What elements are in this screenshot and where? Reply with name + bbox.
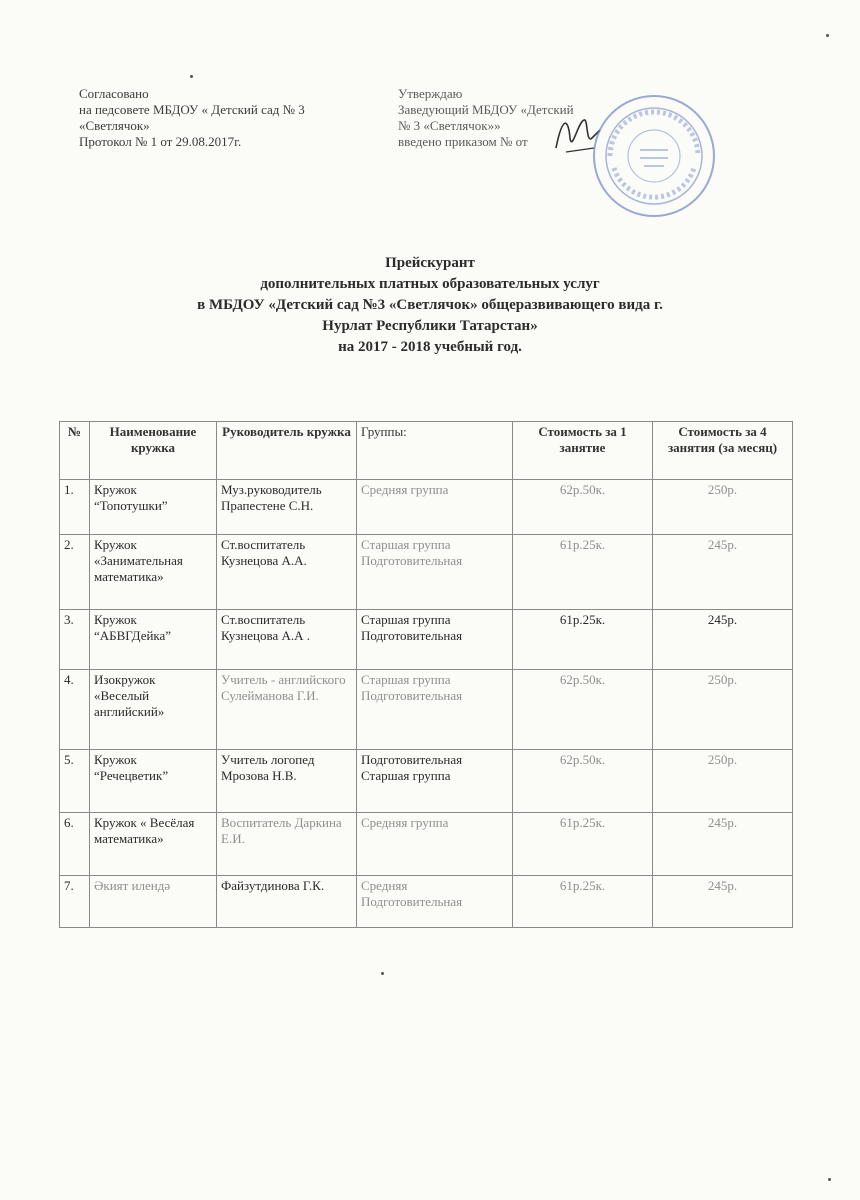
row-no: 3. — [60, 610, 90, 670]
row-groups: Старшая группа Подготовительная — [357, 670, 513, 750]
row-price-one: 61р.25к. — [513, 610, 653, 670]
row-no: 7. — [60, 876, 90, 928]
header-name: Наименование кружка — [90, 422, 217, 480]
table-row — [60, 876, 793, 928]
header-price-one: Стоимость за 1 занятие — [513, 422, 653, 480]
approval-left-line2: на педсовете МБДОУ « Детский сад № 3 — [79, 102, 305, 117]
row-name: Кружок « Весёлая математика» — [90, 813, 217, 876]
row-head: Муз.руководитель Прапестене С.Н. — [217, 480, 357, 535]
stamp-seal-icon — [590, 92, 718, 220]
table-row — [60, 535, 793, 610]
title-line1: Прейскурант — [385, 255, 475, 271]
scan-speck — [381, 972, 384, 975]
document-title — [100, 253, 760, 358]
row-head: Учитель логопед Мрозова Н.В. — [217, 750, 357, 813]
row-head: Ст.воспитатель Кузнецова А.А. — [217, 535, 357, 610]
row-price-four: 245р. — [653, 876, 793, 928]
row-name: Изокружок «Веселый английский» — [90, 670, 217, 750]
row-no: 5. — [60, 750, 90, 813]
row-head: Воспитатель Даркина Е.И. — [217, 813, 357, 876]
title-line2: дополнительных платных образовательных услуг — [260, 276, 600, 292]
row-groups: Подготовительная Старшая группа — [357, 750, 513, 813]
row-price-one: 62р.50к. — [513, 670, 653, 750]
row-groups: Старшая группа Подготовительная — [357, 535, 513, 610]
row-name: Кружок “АБВГДейка” — [90, 610, 217, 670]
row-name: Кружок “Речецветик” — [90, 750, 217, 813]
approval-left-line4: Протокол № 1 от 29.08.2017г. — [79, 134, 242, 149]
header-price-four: Стоимость за 4 занятия (за месяц) — [653, 422, 793, 480]
row-price-one: 62р.50к. — [513, 480, 653, 535]
approval-right-line2: Заведующий МБДОУ «Детский — [398, 102, 574, 117]
row-head: Учитель - английского Сулейманова Г.И. — [217, 670, 357, 750]
row-price-four: 250р. — [653, 750, 793, 813]
approval-left-line3: «Светлячок» — [79, 118, 150, 133]
header-groups: Группы: — [357, 422, 513, 480]
row-no: 4. — [60, 670, 90, 750]
scan-speck — [826, 34, 829, 37]
row-price-four: 245р. — [653, 610, 793, 670]
approval-right-line3: № 3 «Светлячок»» — [398, 118, 501, 133]
table-header-row — [60, 422, 793, 480]
row-price-one: 61р.25к. — [513, 535, 653, 610]
row-price-four: 245р. — [653, 535, 793, 610]
table-row — [60, 480, 793, 535]
row-groups: Средняя Подготовительная — [357, 876, 513, 928]
row-groups: Старшая группа Подготовительная — [357, 610, 513, 670]
row-name: Әкият илендә — [90, 876, 217, 928]
row-no: 6. — [60, 813, 90, 876]
row-price-four: 250р. — [653, 670, 793, 750]
row-name: Кружок «Занимательная математика» — [90, 535, 217, 610]
table-row — [60, 610, 793, 670]
row-price-one: 61р.25к. — [513, 876, 653, 928]
title-line4: Нурлат Республики Татарстан» — [322, 318, 538, 334]
title-line5: на 2017 - 2018 учебный год. — [338, 339, 522, 355]
row-price-four: 250р. — [653, 480, 793, 535]
table-row — [60, 750, 793, 813]
header-head: Руководитель кружка — [217, 422, 357, 480]
table-row — [60, 813, 793, 876]
price-table — [59, 421, 793, 928]
row-groups: Средняя группа — [357, 813, 513, 876]
row-price-one: 61р.25к. — [513, 813, 653, 876]
row-no: 2. — [60, 535, 90, 610]
approval-right-line4: введено приказом № от — [398, 134, 528, 149]
row-no: 1. — [60, 480, 90, 535]
row-head: Ст.воспитатель Кузнецова А.А . — [217, 610, 357, 670]
row-price-four: 245р. — [653, 813, 793, 876]
table-row — [60, 670, 793, 750]
scan-speck — [828, 1178, 831, 1181]
row-head: Файзутдинова Г.К. — [217, 876, 357, 928]
row-price-one: 62р.50к. — [513, 750, 653, 813]
approval-left-line1: Согласовано — [79, 86, 149, 101]
approval-right-line1: Утверждаю — [398, 86, 463, 101]
scan-speck — [190, 75, 193, 78]
row-name: Кружок “Топотушки” — [90, 480, 217, 535]
title-line3: в МБДОУ «Детский сад №3 «Светлячок» общеразвивающего вида г. — [197, 297, 663, 313]
header-no: № — [60, 422, 90, 480]
approval-block-left — [79, 86, 379, 150]
row-groups: Средняя группа — [357, 480, 513, 535]
